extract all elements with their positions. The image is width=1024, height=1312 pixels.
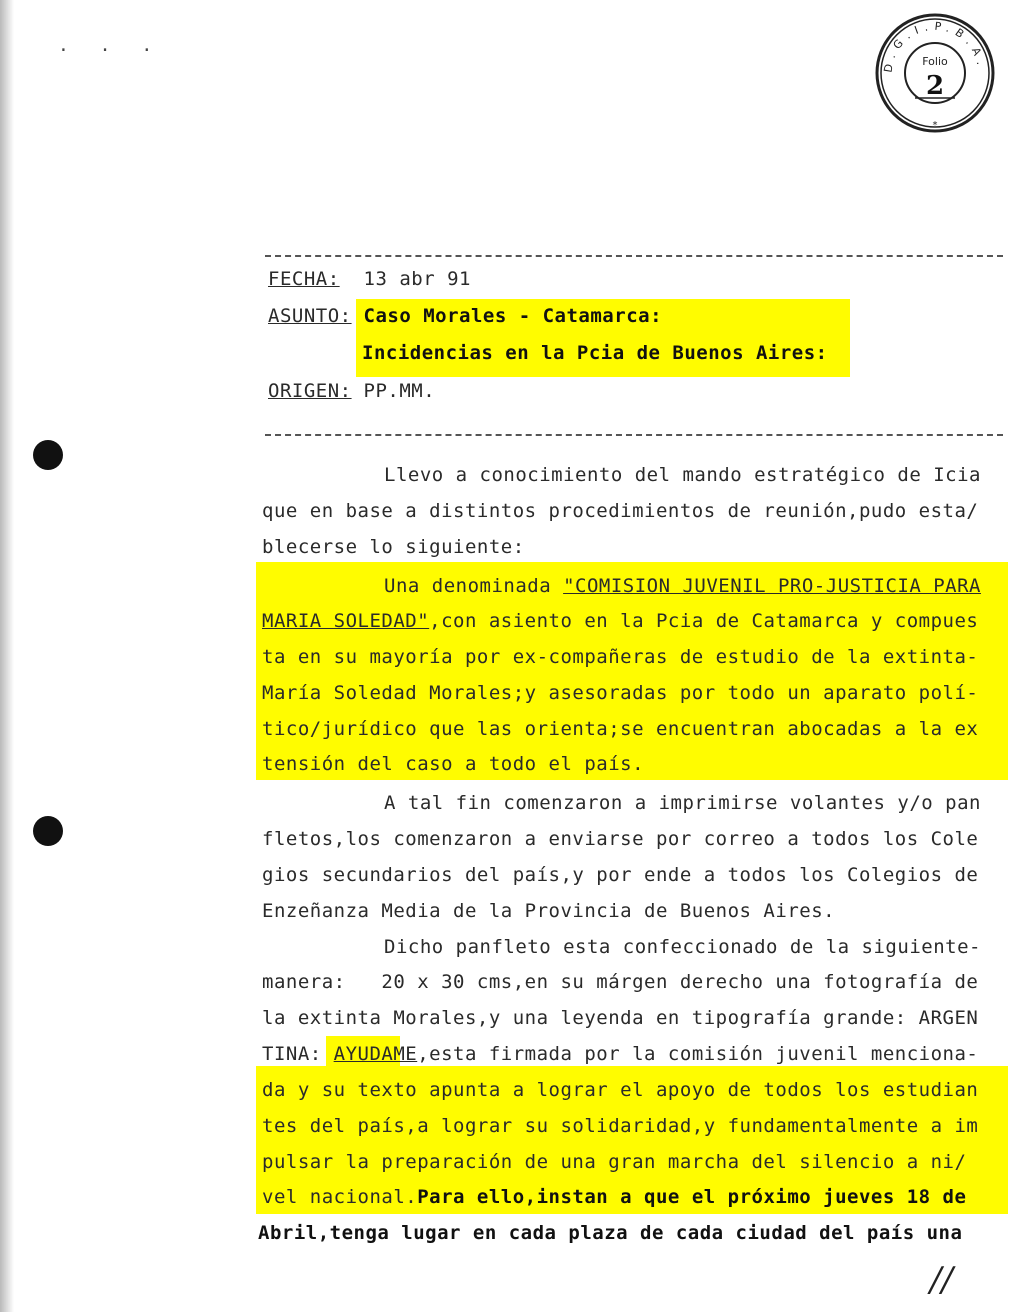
fecha-value: 13 abr 91	[363, 268, 471, 290]
p4-line-3: la extinta Morales,y una leyenda en tipografía grande: ARGEN	[262, 1007, 979, 1029]
p4-line-8-a: vel nacional.	[262, 1186, 418, 1208]
p1-line-3: blecerse lo siguiente:	[262, 536, 525, 558]
p2-line-2-b: ,con asiento en la Pcia de Catamarca y compues	[429, 610, 979, 632]
p3-line-2: fletos,los comenzaron a enviarse por correo a todos los Cole	[262, 828, 979, 850]
handwritten-mark: //	[930, 1260, 953, 1300]
p2-commission-name-end: MARIA SOLEDAD"	[262, 610, 430, 632]
p1-line-2: que en base a distintos procedimientos de reunión,pudo esta/	[262, 500, 979, 522]
p3-line-1: A tal fin comenzaron a imprimirse volantes y/o pan	[384, 792, 981, 814]
asunto-row	[268, 303, 662, 329]
p4-line-4	[262, 1041, 978, 1067]
header-rule-bottom	[265, 434, 1003, 436]
p4-line-6: tes del país,a lograr su solidaridad,y fundamentalmente a im	[262, 1115, 979, 1137]
origen-row	[268, 378, 435, 404]
p2-commission-name: "COMISION JUVENIL PRO-JUSTICIA PARA	[563, 575, 981, 597]
p2-line-3: ta en su mayoría por ex-compañeras de estudio de la extinta-	[262, 646, 979, 668]
folio-stamp	[870, 10, 1000, 136]
p2-line-4: María Soledad Morales;y asesoradas por todo un aparato polí-	[262, 682, 979, 704]
origen-label: ORIGEN:	[268, 380, 352, 402]
p2-line-2	[262, 608, 978, 634]
p4-ayudame: AYUDAME	[333, 1043, 418, 1065]
asunto-line-1: Caso Morales - Catamarca:	[363, 305, 663, 327]
asunto-line-2: Incidencias en la Pcia de Buenos Aires:	[362, 342, 828, 364]
p2-line-1-a: Una denominada	[384, 575, 564, 597]
p4-line-4-a: TINA:	[262, 1043, 334, 1065]
header-rule-top	[265, 255, 1003, 257]
svg-text:*: *	[932, 120, 938, 131]
scan-edge-shadow	[0, 0, 14, 1312]
p4-line-2: manera: 20 x 30 cms,en su márgen derecho una fotografía de	[262, 971, 979, 993]
p3-line-3: gios secundarios del país,y por ende a todos los Colegios de	[262, 864, 979, 886]
punch-hole-bottom	[33, 816, 63, 846]
p4-line-9: Abril,tenga lugar en cada plaza de cada ciudad del país una	[258, 1222, 963, 1244]
asunto-label: ASUNTO:	[268, 305, 352, 327]
p2-line-6: tensión del caso a todo el país.	[262, 753, 645, 775]
p4-line-5: da y su texto apunta a lograr el apoyo de todos los estudian	[262, 1079, 979, 1101]
p4-line-8-b: Para ello,instan a que el próximo jueves 18 de	[417, 1186, 967, 1208]
fecha-label: FECHA:	[268, 268, 340, 290]
p4-line-7: pulsar la preparación de una gran marcha del silencio a ni/	[262, 1151, 967, 1173]
p2-line-1	[384, 573, 981, 599]
stamp-ring-text: D.G.I.P.B.A.	[881, 19, 989, 74]
p4-line-1: Dicho panfleto esta confeccionado de la siguiente-	[384, 936, 981, 958]
origen-value: PP.MM.	[363, 380, 436, 402]
p4-line-4-c: ,esta firmada por la comisión juvenil menciona-	[417, 1043, 979, 1065]
fecha-row	[268, 266, 471, 292]
stamp-folio-number: 2	[925, 71, 945, 101]
p4-line-8	[262, 1184, 966, 1210]
punch-hole-top	[33, 440, 63, 470]
scan-specks: · · ·	[58, 40, 163, 61]
p2-line-5: tico/jurídico que las orienta;se encuentran abocadas a la ex	[262, 718, 979, 740]
stamp-folio-label: Folio	[922, 55, 948, 68]
p3-line-4: Enzeñanza Media de la Provincia de Buenos Aires.	[262, 900, 836, 922]
p1-line-1: Llevo a conocimiento del mando estratégico de Icia	[384, 464, 981, 486]
